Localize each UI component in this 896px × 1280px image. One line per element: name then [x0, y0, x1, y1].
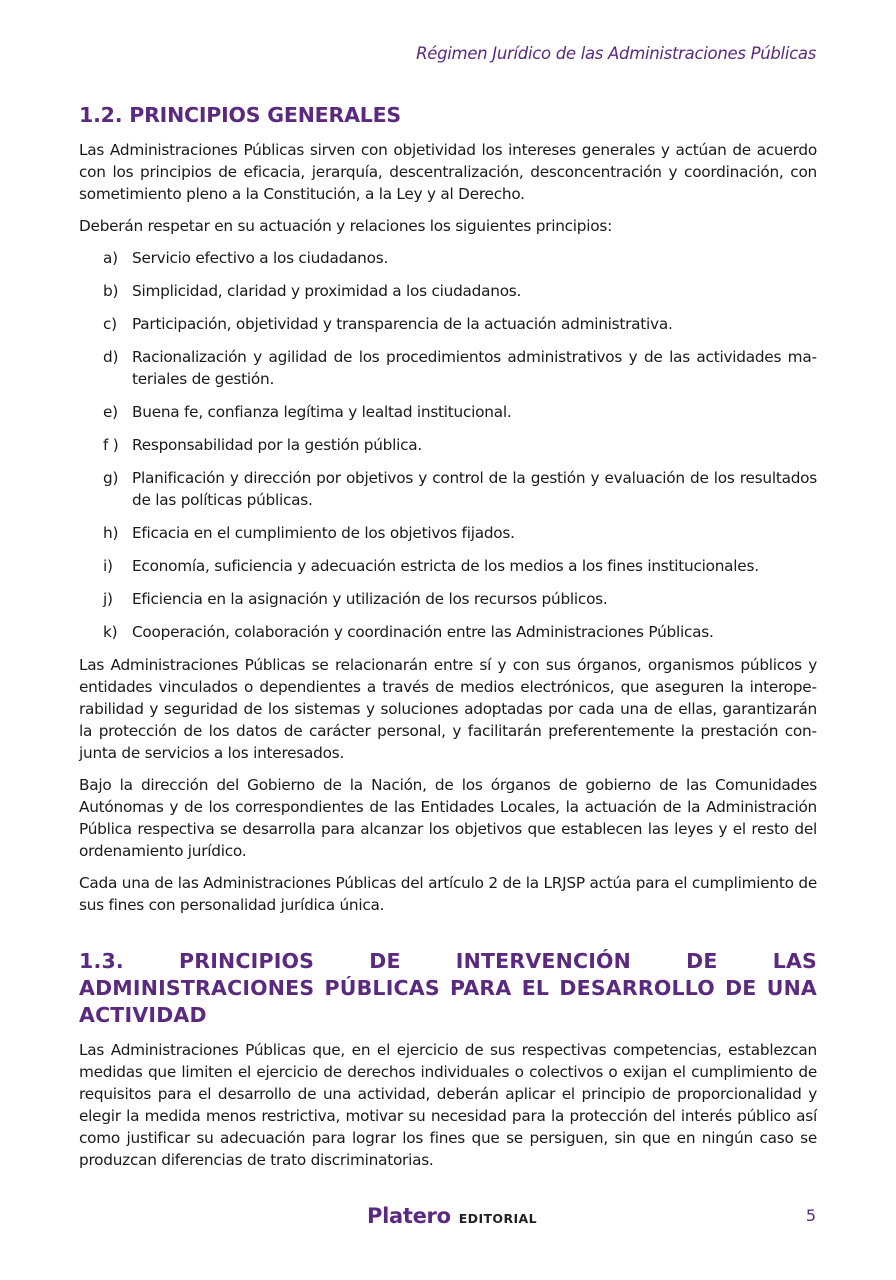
section-spacer	[79, 926, 817, 948]
list-item-text: Servicio efectivo a los ciudadanos.	[132, 249, 389, 268]
intervention-paragraph: Las Administraciones Públicas que, en el ejercicio de sus respectivas competencias, establezcan medidas que limiten el ejercicio de derechos individuales o colectivos o exijan el cumplimiento de requisitos para el desarrollo de una actividad, deberán aplicar el principio de proporcionalidad y elegir la medida menos restrictiva, motivar su necesidad para la protección del interés público así como justificar su adecuación para lograr los fines que se persiguen, sin que en ningún caso se produzcan diferencias de trato discriminatorias.	[79, 1041, 817, 1170]
page-content	[79, 102, 817, 1181]
list-item	[79, 588, 817, 610]
list-item-text: Planificación y dirección por objetivos y control de la gestión y evaluación de los resultados de las políticas públicas.	[132, 469, 817, 510]
list-item	[79, 434, 817, 456]
list-item-text: Eficacia en el cumplimiento de los objetivos fijados.	[132, 524, 515, 543]
list-item-text: Cooperación, colaboración y coordinación entre las Administraciones Públicas.	[132, 623, 714, 642]
list-marker: g)	[103, 469, 119, 488]
list-item-text: Eficiencia en la asignación y utilización de los recursos públicos.	[132, 590, 608, 609]
list-item	[79, 467, 817, 511]
list-marker: c)	[103, 315, 117, 334]
running-header: Régimen Jurídico de las Administraciones Públicas	[416, 44, 816, 63]
list-item-text: Economía, suficiencia y adecuación estricta de los medios a los fines institucionales.	[132, 557, 759, 576]
publisher-name: Platero	[367, 1204, 451, 1228]
list-item	[79, 621, 817, 643]
list-marker: d)	[103, 348, 119, 367]
publisher-logo	[367, 1204, 537, 1228]
list-item	[79, 555, 817, 577]
list-item-text: Participación, objetividad y transparencia de la actuación administrativa.	[132, 315, 673, 334]
principles-list	[79, 247, 817, 643]
list-marker: h)	[103, 524, 119, 543]
list-marker: j)	[103, 590, 113, 609]
list-marker: a)	[103, 249, 118, 268]
list-marker: e)	[103, 403, 118, 422]
list-marker: k)	[103, 623, 118, 642]
list-item-text: Responsabilidad por la gestión pública.	[132, 436, 423, 455]
electronic-means-paragraph: Las Administraciones Públicas se relacionarán entre sí y con sus órganos, organismos públicos y entidades vinculados o dependientes a través de medios electrónicos, que aseguren la interoperabilidad y seguridad de los sistemas y soluciones adoptadas por cada una de ellas, garantizarán la protección de los datos de carácter personal, y facilitarán preferentemente la prestación conjunta de servicios a los interesados.	[79, 656, 817, 763]
section-title-1-3: 1.3. PRINCIPIOS DE INTERVENCIÓN DE LAS ADMINISTRACIONES PÚBLICAS PARA EL DESARROLLO DE UNA ACTIVIDAD	[79, 949, 817, 1028]
list-item	[79, 401, 817, 423]
list-item	[79, 346, 817, 390]
list-marker: i)	[103, 557, 113, 576]
list-item	[79, 313, 817, 335]
list-item-text: Racionalización y agilidad de los procedimientos administrativos y de las actividades materiales de gestión.	[132, 348, 817, 389]
lrjsp-paragraph: Cada una de las Administraciones Públicas del artículo 2 de la LRJSP actúa para el cumplimiento de sus fines con personalidad jurídica única.	[79, 874, 817, 915]
list-item-text: Buena fe, confianza legítima y lealtad institucional.	[132, 403, 512, 422]
list-item	[79, 522, 817, 544]
list-item	[79, 280, 817, 302]
list-lead-paragraph: Deberán respetar en su actuación y relaciones los siguientes principios:	[79, 217, 613, 236]
section-title-1-2: 1.2. PRINCIPIOS GENERALES	[79, 103, 401, 127]
publisher-subtitle: EDITORIAL	[458, 1211, 537, 1226]
list-item	[79, 247, 817, 269]
list-item-text: Simplicidad, claridad y proximidad a los ciudadanos.	[132, 282, 522, 301]
government-direction-paragraph: Bajo la dirección del Gobierno de la Nación, de los órganos de gobierno de las Comunidades Autónomas y de los correspondientes de las Entidades Locales, la actuación de la Administración Pública respectiva se desarrolla para alcanzar los objetivos que establecen las leyes y el resto del ordenamiento jurídico.	[79, 776, 817, 861]
list-marker: f )	[103, 436, 119, 455]
intro-paragraph: Las Administraciones Públicas sirven con objetividad los intereses generales y actúan de acuerdo con los principios de eficacia, jerarquía, descentralización, desconcentración y coordinación, con sometimiento pleno a la Constitución, a la Ley y al Derecho.	[79, 141, 817, 204]
page-number: 5	[805, 1206, 816, 1225]
list-marker: b)	[103, 282, 119, 301]
